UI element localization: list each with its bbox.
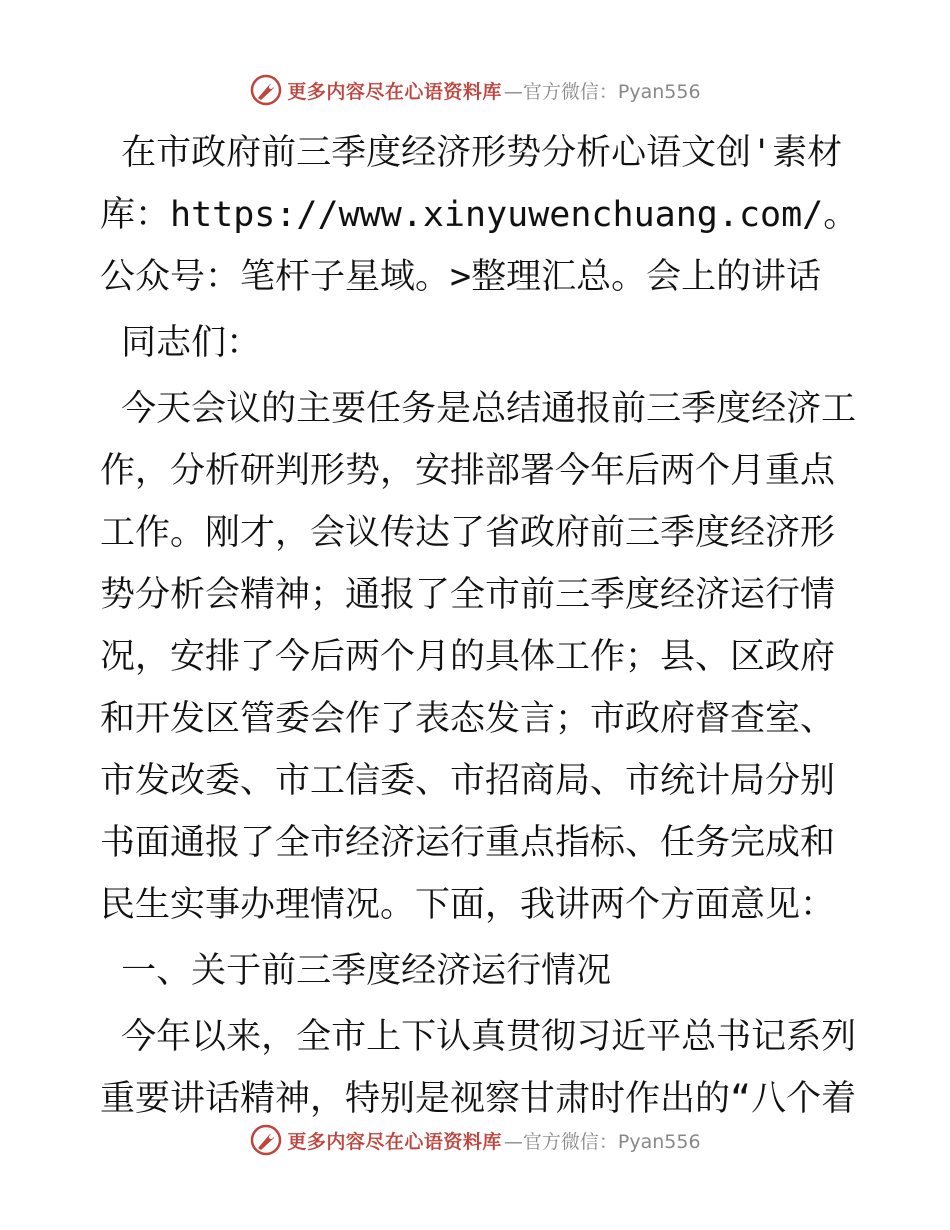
document-body <box>100 122 860 1130</box>
title-paragraph: 在市政府前三季度经济形势分析心语文创'素材库：https://www.xinyuwenchuang.com/。公众号：笔杆子星域。>整理汇总。会上的讲话 <box>100 133 859 297</box>
pen-nib-logo-icon <box>249 1123 283 1157</box>
watermark-wechat-text: —官方微信：Pyan556 <box>503 80 701 103</box>
section-heading: 一、关于前三季度经济运行情况 <box>100 951 612 991</box>
watermark-site-text: 更多内容尽在心语资料库 <box>287 80 502 103</box>
intro-paragraph: 今天会议的主要任务是总结通报前三季度经济工作，分析研判形势，安排部署今年后两个月重点工作。刚才，会议传达了省政府前三季度经济形势分析会精神；通报了全市前三季度经济运行情况，安排了今后两个月的具体工作；县、区政府和开发区管委会作了表态发言；市政府督查室、市发改委、市工信委、市招商局、市统计局分别书面通报了全市经济运行重点指标、任务完成和民生实事办理情况。下面，我讲两个方面意见： <box>100 389 857 925</box>
watermark-site-text: 更多内容尽在心语资料库 <box>287 1130 502 1153</box>
salutation-paragraph: 同志们： <box>100 323 262 363</box>
footer-watermark-banner <box>0 1120 950 1160</box>
header-watermark-banner <box>0 70 950 110</box>
watermark-wechat-text: —官方微信：Pyan556 <box>503 1130 701 1153</box>
body-paragraph: 今年以来，全市上下认真贯彻习近平总书记系列重要讲话精神，特别是视察甘肃时作出的“八个着 <box>100 1017 857 1119</box>
pen-nib-logo-icon <box>249 73 283 107</box>
